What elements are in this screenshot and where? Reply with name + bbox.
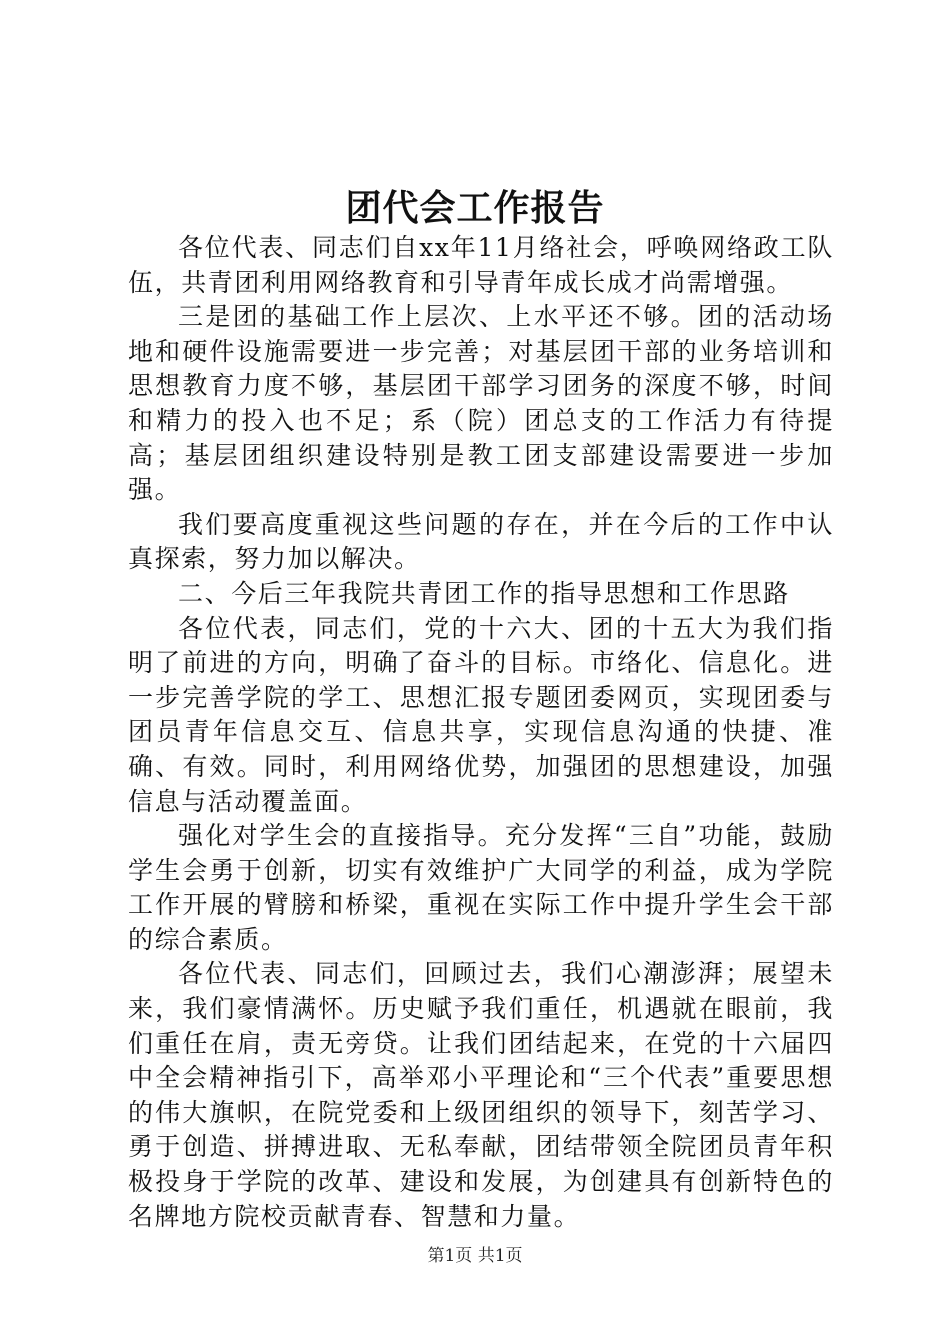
paragraph-1: 各位代表、同志们自xx年11月络社会，呼唤网络政工队伍，共青团利用网络教育和引导青年成长成才尚需增强。: [128, 233, 834, 297]
paragraph-7: 各位代表、同志们，回顾过去，我们心潮澎湃；展望未来，我们豪情满怀。历史赋予我们重任，机遇就在眼前，我们重任在肩，责无旁贷。让我们团结起来，在党的十六届四中全会精神指引下，高举邓小平理论和“三个代表”重要思想的伟大旗帜，在院党委和上级团组织的领导下，刻苦学习、勇于创造、拼搏进取、无私奉献，团结带领全院团员青年积极投身于学院的改革、建设和发展，为创建具有创新特色的名牌地方院校贡献青春、智慧和力量。: [128, 959, 834, 1231]
paragraph-5: 各位代表，同志们，党的十六大、团的十五大为我们指明了前进的方向，明确了奋斗的目标。市络化、信息化。进一步完善学院的学工、思想汇报专题团委网页，实现团委与团员青年信息交互、信息共享，实现信息沟通的快捷、准确、有效。同时，利用网络优势，加强团的思想建设，加强信息与活动覆盖面。: [128, 613, 834, 816]
page-footer: 第1页 共1页: [427, 1246, 523, 1266]
document-title: 团代会工作报告: [345, 187, 605, 229]
paragraph-6: 强化对学生会的直接指导。充分发挥“三自”功能，鼓励学生会勇于创新，切实有效维护广大同学的利益，成为学院工作开展的臂膀和桥梁，重视在实际工作中提升学生会干部的综合素质。: [128, 821, 834, 954]
paragraph-2: 三是团的基础工作上层次、上水平还不够。团的活动场地和硬件设施需要进一步完善；对基层团干部的业务培训和思想教育力度不够，基层团干部学习团务的深度不够，时间和精力的投入也不足；系（院）团总支的工作活力有待提高；基层团组织建设特别是教工团支部建设需要进一步加强。: [128, 302, 834, 505]
document-body: [128, 231, 834, 1234]
section-heading: 二、今后三年我院共青团工作的指导思想和工作思路: [178, 578, 790, 608]
paragraph-3: 我们要高度重视这些问题的存在，并在今后的工作中认真探索，努力加以解决。: [128, 509, 834, 574]
